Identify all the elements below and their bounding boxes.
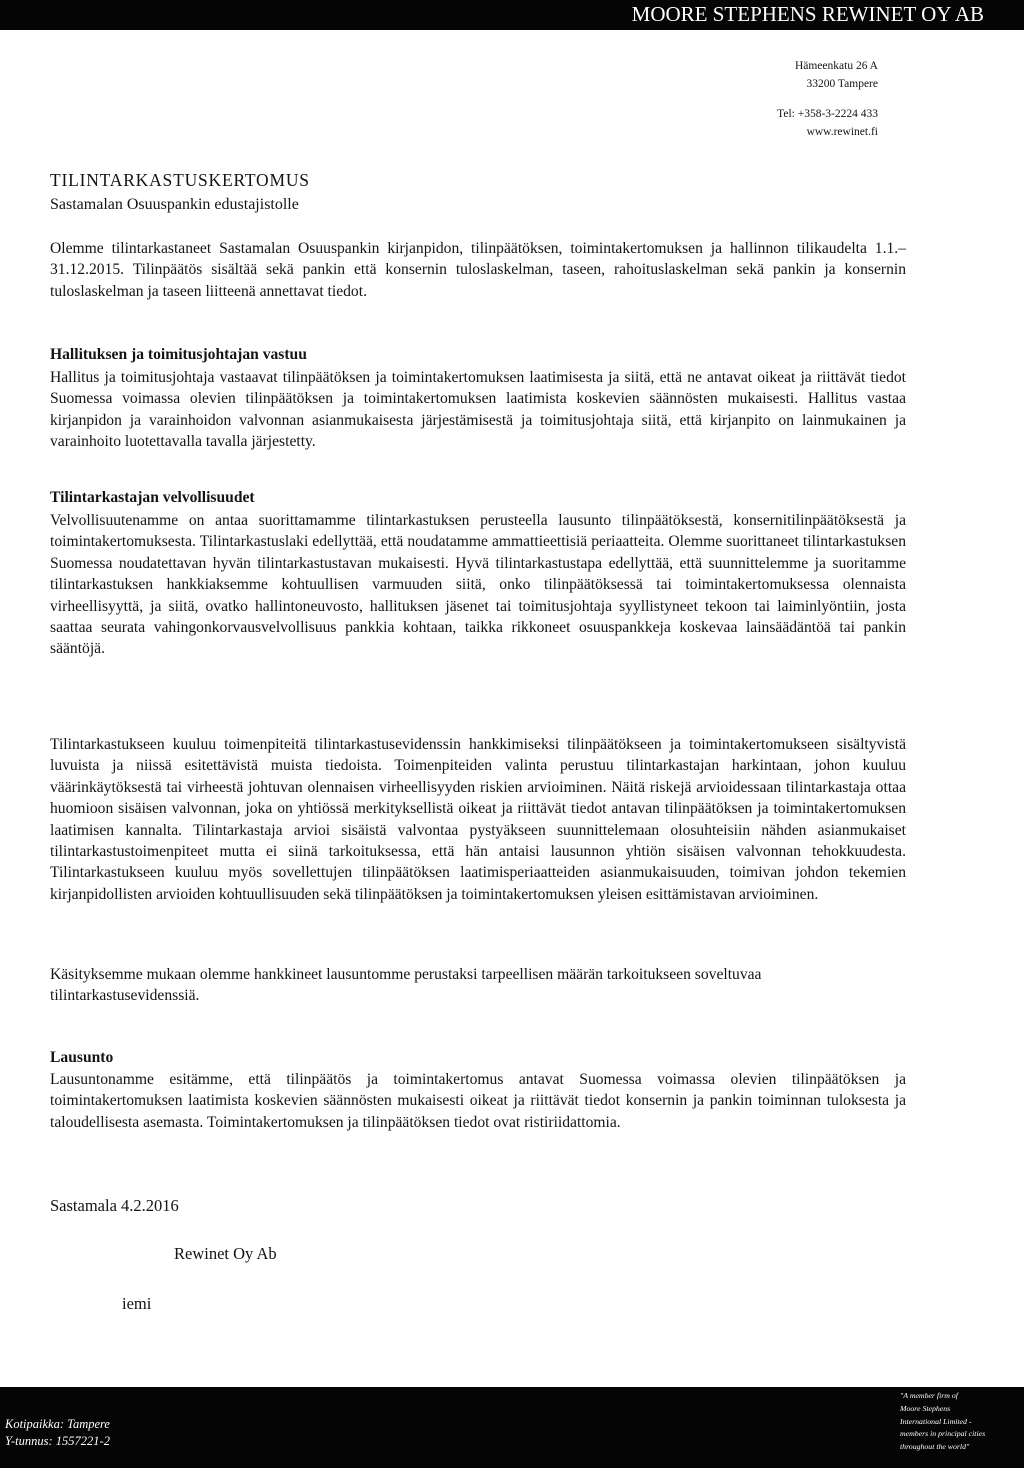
firm-address [678,57,878,93]
intro-paragraph: Olemme tilintarkastaneet Sastamalan Osuuspankin kirjanpidon, tilinpäätöksen, toimintakertomuksen ja hallinnon tilikaudelta 1.1.–31.12.2015. Tilinpäätös sisältää sekä pankin että konsernin tuloslaskelman, taseen, rahoituslaskelman sekä pankin ja konsernin tuloslaskelman ja taseen liitteenä annettavat tiedot. [50,240,906,300]
management-responsibility-paragraph: Hallitus ja toimitusjohtaja vastaavat tilinpäätöksen ja toimintakertomuksen laatimisesta ja siitä, että ne antavat oikeat ja riittävät tiedot Suomessa voimassa olevien tilinpäätöksen ja toimintakertomuksen laatimista koskevien säännösten mukaisesti. Hallitus vastaa kirjanpidon ja varainhoidon valvonnan asianmukaisesta järjestämisestä ja toimitusjohtaja siitä, että kirjanpito on lainmukainen ja varainhoito luotettavalla tavalla järjestetty. [50,369,906,451]
member-note-line: International Limited - [900,1416,972,1426]
addressee: Sastamalan Osuuspankin edustajistolle [50,196,299,213]
address-street: Hämeenkatu 26 A [794,60,878,72]
business-id: Y-tunnus: 1557221-2 [5,1434,110,1448]
firm-name: MOORE STEPHENS REWINET OY AB [631,2,984,26]
footer-member-note [900,1390,1012,1454]
signature-name-fragment: iemi [122,1294,152,1313]
section-heading-auditor-responsibility: Tilintarkastajan velvollisuudet [50,489,255,506]
letterhead-bar [0,0,1024,30]
phone-number: Tel: +358-3-2224 433 [777,108,878,120]
website: www.rewinet.fi [806,126,878,138]
signature-firm: Rewinet Oy Ab [174,1244,277,1263]
member-note-line: "A member firm of [900,1391,958,1400]
audit-evidence-paragraph: Käsityksemme mukaan olemme hankkineet lausuntomme perustaksi tarpeellisen määrän tarkoitukseen soveltuvaa tilintarkastusevidenssiä. [50,966,762,1005]
firm-contact [678,105,878,141]
section-heading-opinion: Lausunto [50,1049,114,1066]
domicile: Kotipaikka: Tampere [5,1417,110,1431]
auditor-responsibility-paragraph: Velvollisuutenamme on antaa suorittamamme tilintarkastuksen perusteella lausunto tilinpäätöksestä, konsernitilinpäätöksestä ja toimintakertomuksesta. Tilintarkastuslaki edellyttää, että noudatamme ammattieettisiä periaatteita. Olemme suorittaneet tilintarkastuksen Suomessa noudatettavan hyvän tilintarkastustavan mukaisesti. Hyvä tilintarkastustapa edellyttää, että suunnittelemme ja suoritamme tilintarkastuksen hankkiaksemme kohtuullisen varmuuden siitä, onko tilinpäätöksessä tai toimintakertomuksessa olennaista virheellisyyttä, ja siitä, ovatko hallintoneuvosto, hallituksen jäsenet tai toimitusjohtaja syyllistyneet tekoon tai laiminlyöntiin, josta saattaa seurata vahingonkorvausvelvollisuus pankkia kohtaan, taikka rikkoneet osuuspankkeja koskevaa lainsäädäntöä tai pankin sääntöjä. [50,512,906,658]
opinion-paragraph: Lausuntonamme esitämme, että tilinpäätös ja toimintakertomus antavat Suomessa voimassa olevien tilinpäätöksen ja toimintakertomuksen laatimista koskevien säännösten mukaisesti oikeat ja riittävät tiedot konsernin ja pankin toiminnan tuloksesta ja taloudellisesta asemasta. Toimintakertomuksen ja tilinpäätöksen tiedot ovat ristiriidattomia. [50,1071,906,1131]
member-note-line: Moore Stephens [900,1403,951,1413]
footer-company-info [5,1416,110,1450]
member-note-line: throughout the world" [900,1442,970,1452]
address-city: 33200 Tampere [806,78,878,90]
report-title: TILINTARKASTUSKERTOMUS [50,170,310,190]
member-note-line: members in principal cities [900,1429,986,1439]
section-heading-management-responsibility: Hallituksen ja toimitusjohtajan vastuu [50,346,307,363]
footer-bar [0,1387,1024,1468]
place-and-date: Sastamala 4.2.2016 [50,1196,179,1215]
audit-procedures-paragraph: Tilintarkastukseen kuuluu toimenpiteitä tilintarkastusevidenssin hankkimiseksi tilinpäätökseen ja toimintakertomukseen sisältyvistä luvuista ja niissä esitettävistä muista tiedoista. Toimenpiteiden valinta perustuu tilintarkastajan harkintaan, johon kuuluu väärinkäytöksestä tai virheestä johtuvan olennaisen virheellisyyden riskien arvioiminen. Näitä riskejä arvioidessaan tilintarkastaja ottaa huomioon sisäisen valvonnan, joka on yhtiössä merkityksellistä oikeat ja riittävät tiedot antavan tilinpäätöksen ja toimintakertomuksen laatimisen kannalta. Tilintarkastaja arvioi sisäistä valvontaa pystyäkseen suunnittelemaan olosuhteisiin nähden asianmukaiset tilintarkastustoimenpiteet mutta ei siinä tarkoituksessa, että hän antaisi lausunnon yhtiön sisäisen valvonnan tehokkuudesta. Tilintarkastukseen kuuluu myös sovellettujen tilinpäätöksen laatimisperiaatteiden asianmukaisuuden, toimivan johdon tekemien kirjanpidollisten arvioiden kohtuullisuuden sekä tilinpäätöksen ja toimintakertomuksen yleisen esittämistavan arvioiminen. [50,736,906,903]
